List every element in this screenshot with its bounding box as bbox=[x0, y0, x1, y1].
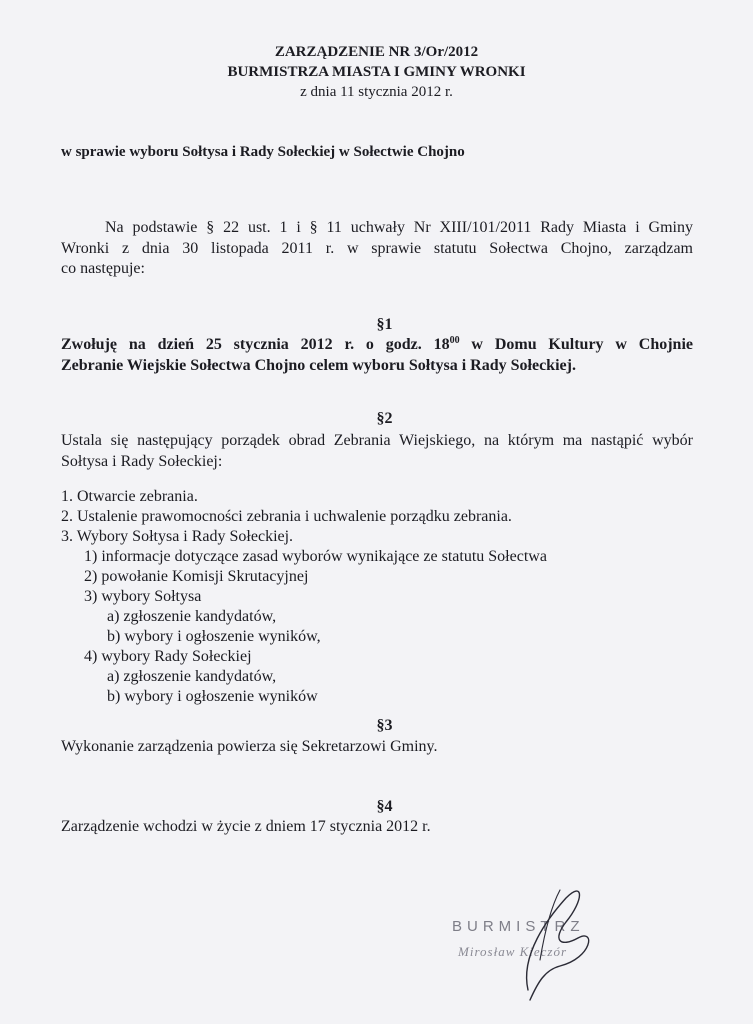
document-date: z dnia 11 stycznia 2012 r. bbox=[300, 84, 453, 100]
section-3-text: Wykonanie zarządzenia powierza się Sekretarzowi Gminy. bbox=[61, 738, 438, 755]
agenda-subitem-3-1: 1) informacje dotyczące zasad wyborów wynikające ze statutu Sołectwa bbox=[84, 548, 547, 565]
section-3-heading: §3 bbox=[376, 717, 393, 734]
agenda-subitem-3-4-a: a) zgłoszenie kandydatów, bbox=[107, 668, 277, 685]
section-1-line-1-rest: w Domu Kultury w Chojnie bbox=[459, 336, 694, 353]
document-title: ZARZĄDZENIE NR 3/Or/2012 bbox=[274, 44, 479, 60]
section-1-line-1 bbox=[61, 336, 693, 354]
preamble-line-1: Na podstawie § 22 ust. 1 i § 11 uchwały Nr XIII/101/2011 Rady Miasta i Gminy bbox=[105, 219, 693, 236]
preamble-line-3: co następuje: bbox=[61, 260, 145, 277]
agenda-item-2: 2. Ustalenie prawomocności zebrania i uchwalenie porządku zebrania. bbox=[61, 508, 512, 525]
agenda-subitem-3-4: 4) wybory Rady Sołeckiej bbox=[84, 648, 252, 665]
section-2-heading: §2 bbox=[376, 410, 393, 427]
section-1-line-2: Zebranie Wiejskie Sołectwa Chojno celem wyboru Sołtysa i Rady Sołeckiej. bbox=[61, 357, 576, 374]
agenda-item-1: 1. Otwarcie zebrania. bbox=[61, 488, 198, 505]
section-2-intro-line-1: Ustala się następujący porządek obrad Zebrania Wiejskiego, na którym ma nastąpić wybór bbox=[61, 432, 693, 449]
agenda-item-3: 3. Wybory Sołtysa i Rady Sołeckiej. bbox=[61, 528, 294, 545]
issuer-title: BURMISTRZA MIASTA I GMINY WRONKI bbox=[227, 64, 526, 80]
agenda-subitem-3-3-b: b) wybory i ogłoszenie wyników, bbox=[107, 628, 321, 645]
agenda-subitem-3-2: 2) powołanie Komisji Skrutacyjnej bbox=[84, 568, 309, 585]
section-2-intro-line-2: Sołtysa i Rady Sołeckiej: bbox=[61, 453, 223, 470]
section-4-heading: §4 bbox=[376, 798, 393, 815]
preamble-line-2: Wronki z dnia 30 listopada 2011 r. w sprawie statutu Sołectwa Chojno, zarządzam bbox=[61, 240, 693, 257]
agenda-subitem-3-3: 3) wybory Sołtysa bbox=[84, 588, 202, 605]
section-4-text: Zarządzenie wchodzi w życie z dniem 17 stycznia 2012 r. bbox=[61, 818, 431, 835]
section-1-heading: §1 bbox=[376, 316, 393, 333]
stamp-title: BURMISTRZ bbox=[452, 918, 585, 935]
section-1-line-1-text: Zwołuję na dzień 25 stycznia 2012 r. o godz. 18 bbox=[61, 336, 450, 353]
agenda-subitem-3-3-a: a) zgłoszenie kandydatów, bbox=[107, 608, 277, 625]
document-subject: w sprawie wyboru Sołtysa i Rady Sołeckiej w Sołectwie Chojno bbox=[61, 144, 465, 160]
section-1-time-minutes: 00 bbox=[449, 335, 460, 346]
agenda-subitem-3-4-b: b) wybory i ogłoszenie wyników bbox=[107, 688, 318, 705]
stamp-name: Mirosław Kieczór bbox=[458, 944, 568, 959]
